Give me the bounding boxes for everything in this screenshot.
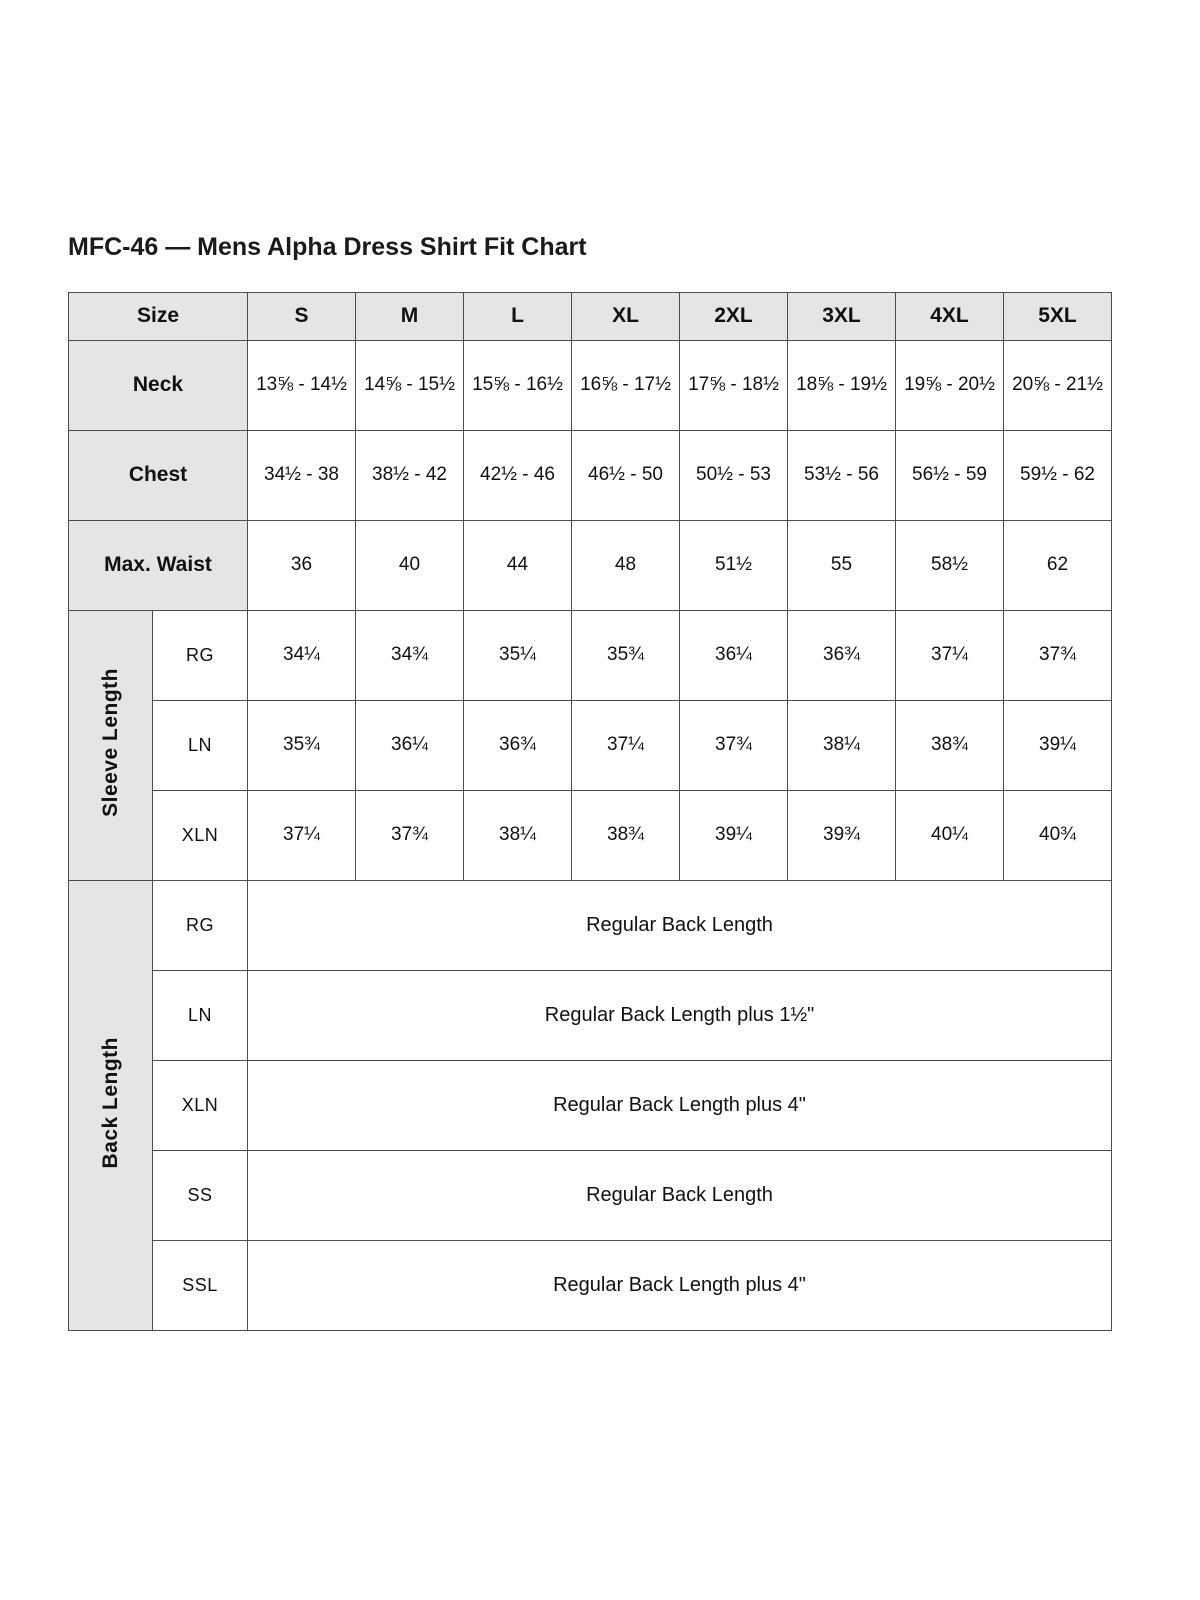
- table-row-back-ss: [69, 1150, 1112, 1240]
- table-cell: 62: [1004, 520, 1112, 610]
- table-cell: 51½: [680, 520, 788, 610]
- sub-label-back-ss: SS: [153, 1150, 248, 1240]
- table-cell: 35¾: [572, 610, 680, 700]
- table-cell: 37¾: [356, 790, 464, 880]
- section-label-back-length: Back Length: [69, 880, 153, 1330]
- sub-label-sleeve-rg: RG: [153, 610, 248, 700]
- table-cell: 39¼: [680, 790, 788, 880]
- table-cell: 46½ - 50: [572, 430, 680, 520]
- table-cell: 40: [356, 520, 464, 610]
- sub-label-back-ln: LN: [153, 970, 248, 1060]
- table-cell: 37¼: [572, 700, 680, 790]
- table-row-chest: [69, 430, 1112, 520]
- back-length-text: Regular Back Length: [248, 880, 1112, 970]
- table-cell: 16⅝ - 17½: [572, 340, 680, 430]
- table-row-back-xln: [69, 1060, 1112, 1150]
- table-cell: 35¾: [248, 700, 356, 790]
- row-label-max-waist: Max. Waist: [69, 520, 248, 610]
- row-label-neck: Neck: [69, 340, 248, 430]
- table-row-back-ssl: [69, 1240, 1112, 1330]
- table-cell: 37¾: [1004, 610, 1112, 700]
- back-length-text: Regular Back Length plus 1½": [248, 970, 1112, 1060]
- section-label-sleeve-length: Sleeve Length: [69, 610, 153, 880]
- table-cell: 40¾: [1004, 790, 1112, 880]
- table-cell: 53½ - 56: [788, 430, 896, 520]
- size-col-header-2xl: 2XL: [680, 292, 788, 340]
- table-row-max-waist: [69, 520, 1112, 610]
- table-row-neck: [69, 340, 1112, 430]
- table-row-sleeve-rg: [69, 610, 1112, 700]
- table-cell: 36: [248, 520, 356, 610]
- header-row: [69, 292, 1112, 340]
- table-row-sleeve-xln: [69, 790, 1112, 880]
- table-cell: 44: [464, 520, 572, 610]
- table-cell: 14⅝ - 15½: [356, 340, 464, 430]
- table-cell: 36¾: [788, 610, 896, 700]
- table-cell: 34¼: [248, 610, 356, 700]
- table-cell: 39¼: [1004, 700, 1112, 790]
- table-row-sleeve-ln: [69, 700, 1112, 790]
- back-length-text: Regular Back Length plus 4": [248, 1060, 1112, 1150]
- sub-label-back-xln: XLN: [153, 1060, 248, 1150]
- table-cell: 58½: [896, 520, 1004, 610]
- size-col-header-3xl: 3XL: [788, 292, 896, 340]
- table-cell: 34½ - 38: [248, 430, 356, 520]
- row-label-chest: Chest: [69, 430, 248, 520]
- page-title: MFC-46 — Mens Alpha Dress Shirt Fit Chart: [68, 233, 587, 261]
- table-cell: 38¼: [788, 700, 896, 790]
- size-header: Size: [69, 292, 248, 340]
- sub-label-sleeve-ln: LN: [153, 700, 248, 790]
- table-cell: 20⅝ - 21½: [1004, 340, 1112, 430]
- table-cell: 36¼: [356, 700, 464, 790]
- table-cell: 34¾: [356, 610, 464, 700]
- back-length-text: Regular Back Length plus 4": [248, 1240, 1112, 1330]
- sub-label-back-rg: RG: [153, 880, 248, 970]
- sub-label-sleeve-xln: XLN: [153, 790, 248, 880]
- table-cell: 39¾: [788, 790, 896, 880]
- table-cell: 59½ - 62: [1004, 430, 1112, 520]
- table-cell: 17⅝ - 18½: [680, 340, 788, 430]
- table-cell: 13⅝ - 14½: [248, 340, 356, 430]
- table-cell: 37¼: [896, 610, 1004, 700]
- table-cell: 37¼: [248, 790, 356, 880]
- size-col-header-s: S: [248, 292, 356, 340]
- table-cell: 15⅝ - 16½: [464, 340, 572, 430]
- size-col-header-m: M: [356, 292, 464, 340]
- size-col-header-l: L: [464, 292, 572, 340]
- table-cell: 38¼: [464, 790, 572, 880]
- table-cell: 18⅝ - 19½: [788, 340, 896, 430]
- size-col-header-5xl: 5XL: [1004, 292, 1112, 340]
- table-cell: 50½ - 53: [680, 430, 788, 520]
- table-row-back-ln: [69, 970, 1112, 1060]
- table-cell: 38½ - 42: [356, 430, 464, 520]
- table-cell: 35¼: [464, 610, 572, 700]
- table-cell: 37¾: [680, 700, 788, 790]
- table-cell: 19⅝ - 20½: [896, 340, 1004, 430]
- table-cell: 38¾: [572, 790, 680, 880]
- table-cell: 48: [572, 520, 680, 610]
- sub-label-back-ssl: SSL: [153, 1240, 248, 1330]
- table-cell: 55: [788, 520, 896, 610]
- table-row-back-rg: [69, 880, 1112, 970]
- table-cell: 36¾: [464, 700, 572, 790]
- size-col-header-xl: XL: [572, 292, 680, 340]
- size-col-header-4xl: 4XL: [896, 292, 1004, 340]
- table-cell: 42½ - 46: [464, 430, 572, 520]
- table-cell: 38¾: [896, 700, 1004, 790]
- table-cell: 36¼: [680, 610, 788, 700]
- fit-chart-table: [68, 292, 1112, 1331]
- table-cell: 56½ - 59: [896, 430, 1004, 520]
- back-length-text: Regular Back Length: [248, 1150, 1112, 1240]
- table-cell: 40¼: [896, 790, 1004, 880]
